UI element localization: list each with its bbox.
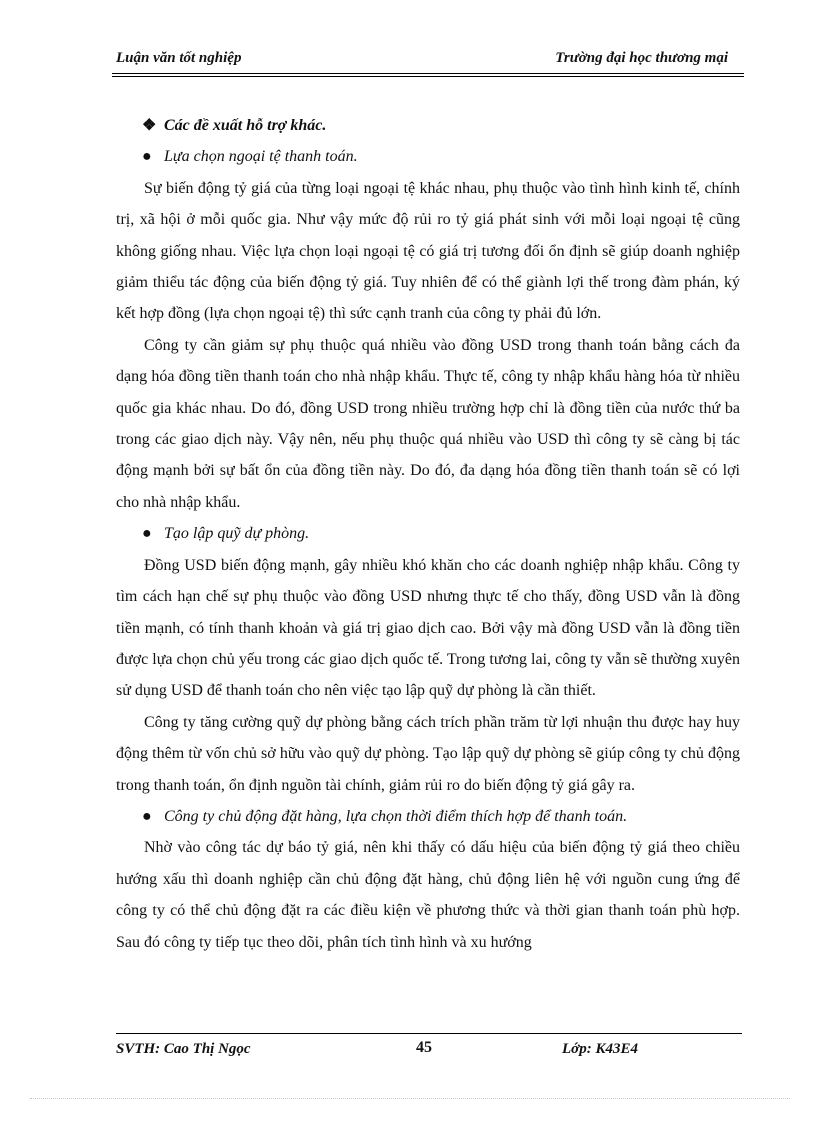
paragraph: Sự biến động tỷ giá của từng loại ngoại tệ khác nhau, phụ thuộc vào tình hình kinh tế, chính trị, xã hội ở mỗi quốc gia. Như vậy mức độ rủi ro tỷ giá phát sinh với mỗi loại ngoại tệ cũng không giống nhau. Việc lựa chọn loại ngoại tệ có giá trị tương đối ổn định sẽ giúp doanh nghiệp giảm thiểu tác động của biến động tỷ giá. Tuy nhiên để có thể giành lợi thế trong đàm phán, ký kết hợp đồng (lựa chọn ngoại tệ) thì sức cạnh tranh của công ty phải đủ lớn. [116, 179, 740, 323]
bullet-dot-icon: ● [142, 807, 152, 825]
paragraph: Công ty tăng cường quỹ dự phòng bằng cách trích phần trăm từ lợi nhuận thu được hay huy động thêm từ vốn chủ sở hữu vào quỹ dự phòng. Tạo lập quỹ dự phòng sẽ giúp công ty chủ động trong thanh toán, ổn định nguồn tài chính, giảm rủi ro do biến động tỷ giá gây ra. [116, 713, 740, 794]
footer-student: SVTH: Cao Thị Ngọc [116, 1041, 251, 1057]
bullet-item: ● Tạo lập quỹ dự phòng. [116, 518, 740, 549]
page-footer [116, 1039, 742, 1063]
page-number: 45 [416, 1039, 432, 1056]
footer-class: Lớp: K43E4 [562, 1041, 638, 1057]
paragraph: Nhờ vào công tác dự báo tỷ giá, nên khi thấy có dấu hiệu của biến động tỷ giá theo chiều hướng xấu thì doanh nghiệp cần chủ động đặt hàng, chủ động liên hệ với nguồn cung ứng để công ty có thể chủ động đặt ra các điều kiện về phương thức và thời gian thanh toán phù hợp. Sau đó công ty tiếp tục theo dõi, phân tích tình hình và xu hướng [116, 839, 740, 951]
bullet-dot-icon: ● [142, 525, 152, 543]
section-heading: ❖ Các đề xuất hỗ trợ khác. [116, 110, 740, 141]
header-university-label: Trường đại học thương mại [555, 50, 728, 66]
paragraph: Đồng USD biến động mạnh, gây nhiều khó khăn cho các doanh nghiệp nhập khẩu. Công ty tìm cách hạn chế sự phụ thuộc vào đồng USD nhưng thực tế cho thấy, đồng USD vẫn là đồng tiền mạnh, có tính thanh khoản và giá trị giao dịch cao. Bởi vậy mà đồng USD vẫn là đồng tiền được lựa chọn chủ yếu trong các giao dịch quốc tế. Trong tương lai, công ty vẫn sẽ thường xuyên sử dụng USD để thanh toán cho nên việc tạo lập quỹ dự phòng là cần thiết. [116, 556, 740, 700]
page-edge-dotted-line [30, 1098, 790, 1099]
bullet-dot-icon: ● [142, 148, 152, 166]
header-thesis-label: Luận văn tốt nghiệp [116, 50, 242, 66]
page-body [116, 110, 740, 958]
diamond-bullet-icon: ❖ [142, 117, 157, 134]
page-header [116, 48, 742, 76]
footer-divider [116, 1033, 742, 1034]
paragraph: Công ty cần giảm sự phụ thuộc quá nhiều vào đồng USD trong thanh toán bằng cách đa dạng hóa đồng tiền thanh toán cho nhà nhập khẩu. Thực tế, công ty nhập khẩu hàng hóa từ nhiều quốc gia khác nhau. Do đó, đồng USD trong nhiều trường hợp chỉ là đồng tiền của nước thứ ba trong các giao dịch này. Vậy nên, nếu phụ thuộc quá nhiều vào USD thì công ty sẽ càng bị tác động mạnh bởi sự bất ổn của đồng tiền này. Do đó, đa dạng hóa đồng tiền thanh toán sẽ có lợi cho nhà nhập khẩu. [116, 336, 740, 511]
bullet-item: ● Lựa chọn ngoại tệ thanh toán. [116, 141, 740, 172]
header-divider [112, 73, 744, 77]
bullet-item: ● Công ty chủ động đặt hàng, lựa chọn thời điểm thích hợp để thanh toán. [116, 801, 740, 832]
